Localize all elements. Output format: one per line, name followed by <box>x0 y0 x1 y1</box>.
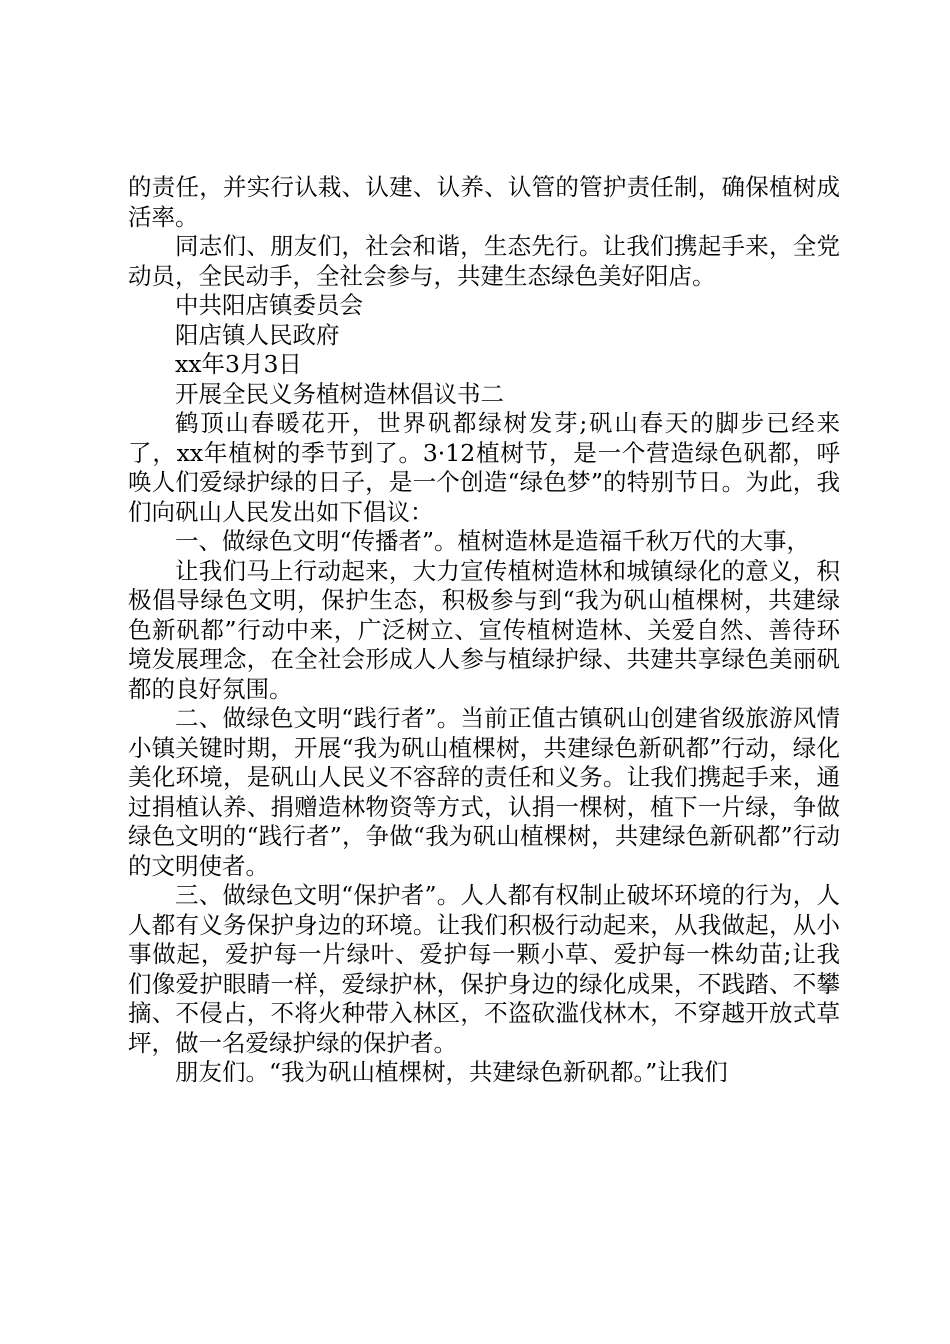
paragraph-closing: 朋友们。“我为矾山植棵树，共建绿色新矾都。”让我们 <box>175 1058 728 1086</box>
signature-town-government: 阳店镇人民政府 <box>175 320 340 349</box>
paragraph-call-to-action: 同志们、朋友们，社会和谐，生态先行。让我们携起手来，全党动员，全民动手，全社会参与，共建生态绿色美好阳店。 <box>128 232 840 290</box>
paragraph-point-one-heading: 一、做绿色文明“传播者”。植树造林是造福千秋万代的大事， <box>175 527 811 555</box>
signature-date: xx年3月3日 <box>175 350 302 378</box>
paragraph-intro: 鹤顶山春暖花开，世界矾都绿树发芽;矾山春天的脚步已经来了，xx年植树的季节到了。3·12植树节，是一个营造绿色矾都，呼唤人们爱绿护绿的日子，是一个创造“绿色梦”的特别节日。为此，我们向矾山人民发出如下倡议： <box>128 409 840 526</box>
signature-party-committee: 中共阳店镇委员会 <box>175 291 363 319</box>
section-title: 开展全民义务植树造林倡议书二 <box>175 379 504 408</box>
paragraph-point-three: 三、做绿色文明“保护者”。人人都有权制止破坏环境的行为，人人都有义务保护身边的环境。让我们积极行动起来，从我做起，从小事做起，爱护每一片绿叶、爱护每一颗小草、爱护每一株幼苗;让我们像爱护眼睛一样，爱绿护林，保护身边的绿化成果，不践踏、不攀摘、不侵占，不将火种带入林区，不盗砍滥伐林木，不穿越开放式草坪，做一名爱绿护绿的保护者。 <box>128 881 840 1057</box>
paragraph-point-one-body: 让我们马上行动起来，大力宣传植树造林和城镇绿化的意义，积极倡导绿色文明，保护生态，积极参与到“我为矾山植棵树，共建绿色新矾都”行动中来，广泛树立、宣传植树造林、关爱自然、善待环境发展理念，在全社会形成人人参与植绿护绿、共建共享绿色美丽矾都的良好氛围。 <box>128 556 840 703</box>
paragraph-point-two: 二、做绿色文明“践行者”。当前正值古镇矾山创建省级旅游风情小镇关键时期，开展“我为矾山植棵树，共建绿色新矾都”行动，绿化美化环境，是矾山人民义不容辞的责任和义务。让我们携起手来，通过捐植认养、捐赠造林物资等方式，认捐一棵树，植下一片绿，争做绿色文明的“践行者”，争做“我为矾山植棵树，共建绿色新矾都”行动的文明使者。 <box>128 704 840 880</box>
document-body <box>128 173 840 1088</box>
paragraph-responsibility: 的责任，并实行认栽、认建、认养、认管的管护责任制，确保植树成活率。 <box>128 173 840 231</box>
